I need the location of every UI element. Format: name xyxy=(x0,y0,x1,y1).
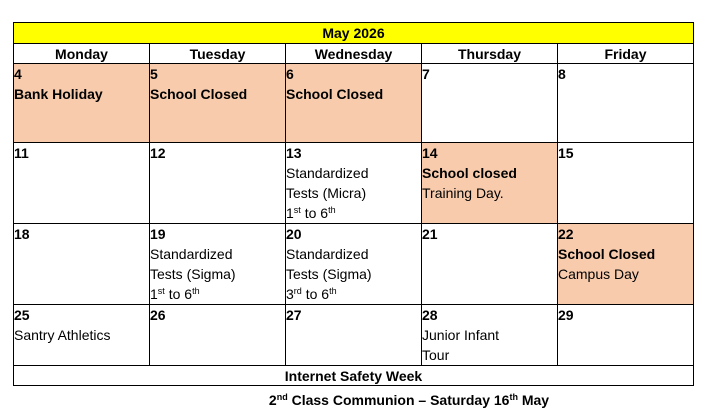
event-line: Tests (Micra) xyxy=(286,185,367,201)
day-number: 18 xyxy=(14,226,30,242)
day-cell xyxy=(14,143,150,224)
day-number: 5 xyxy=(150,66,158,82)
day-number: 12 xyxy=(150,145,166,161)
day-cell xyxy=(558,64,694,143)
day-cell xyxy=(422,305,558,366)
week-row xyxy=(14,305,694,366)
day-number: 26 xyxy=(150,307,166,323)
day-cell xyxy=(422,224,558,305)
day-number: 19 xyxy=(150,226,166,242)
event-title: School closed xyxy=(422,165,517,181)
day-number: 13 xyxy=(286,145,302,161)
class-range: 3rd to 6th xyxy=(286,286,337,302)
weekday-header: Thursday xyxy=(422,44,558,64)
day-number: 15 xyxy=(558,145,574,161)
day-number: 21 xyxy=(422,226,438,242)
event-line: Standardized xyxy=(286,246,369,262)
weekday-header: Wednesday xyxy=(286,44,422,64)
day-cell xyxy=(286,305,422,366)
day-number: 4 xyxy=(14,66,22,82)
day-number: 28 xyxy=(422,307,438,323)
event-line: Tests (Sigma) xyxy=(150,266,236,282)
footer-banner: Internet Safety Week xyxy=(14,366,694,386)
day-cell xyxy=(558,305,694,366)
day-cell xyxy=(558,143,694,224)
week-row xyxy=(14,64,694,143)
day-number: 22 xyxy=(558,226,574,242)
class-range: 1st to 6th xyxy=(286,205,336,221)
event-line: Junior Infant xyxy=(422,327,500,343)
class-range: 1st to 6th xyxy=(150,286,200,302)
event-title: School Closed xyxy=(150,86,248,102)
event-line: Training Day. xyxy=(422,185,504,201)
weekday-header: Monday xyxy=(14,44,150,64)
day-cell xyxy=(422,64,558,143)
event-line: Standardized xyxy=(286,165,369,181)
day-cell xyxy=(286,224,422,305)
week-row xyxy=(14,224,694,305)
weekday-header: Friday xyxy=(558,44,694,64)
weekday-header: Tuesday xyxy=(150,44,286,64)
day-cell xyxy=(14,305,150,366)
day-number: 6 xyxy=(286,66,294,82)
day-cell xyxy=(286,143,422,224)
day-number: 11 xyxy=(14,145,29,161)
week-row xyxy=(14,143,694,224)
day-cell xyxy=(150,224,286,305)
day-number: 20 xyxy=(286,226,302,242)
event-title: Bank Holiday xyxy=(14,86,103,102)
day-cell xyxy=(422,143,558,224)
day-cell xyxy=(558,224,694,305)
day-cell xyxy=(14,224,150,305)
day-cell xyxy=(14,64,150,143)
day-number: 25 xyxy=(14,307,30,323)
day-number: 27 xyxy=(286,307,302,323)
event-line: Tour xyxy=(422,347,450,363)
day-number: 7 xyxy=(422,66,430,82)
day-cell xyxy=(150,305,286,366)
communion-note: 2nd Class Communion – Saturday 16th May xyxy=(268,392,550,408)
event-title: School Closed xyxy=(286,86,384,102)
calendar-table xyxy=(13,22,694,386)
event-line: Standardized xyxy=(150,246,233,262)
day-number: 8 xyxy=(558,66,566,82)
day-cell xyxy=(150,143,286,224)
event-line: Campus Day xyxy=(558,266,639,282)
day-cell xyxy=(150,64,286,143)
day-number: 14 xyxy=(422,145,438,161)
event-line: Tests (Sigma) xyxy=(286,266,372,282)
day-number: 29 xyxy=(558,307,574,323)
event-line: Santry Athletics xyxy=(14,327,111,343)
calendar-title: May 2026 xyxy=(14,23,694,44)
day-cell xyxy=(286,64,422,143)
event-title: School Closed xyxy=(558,246,656,262)
